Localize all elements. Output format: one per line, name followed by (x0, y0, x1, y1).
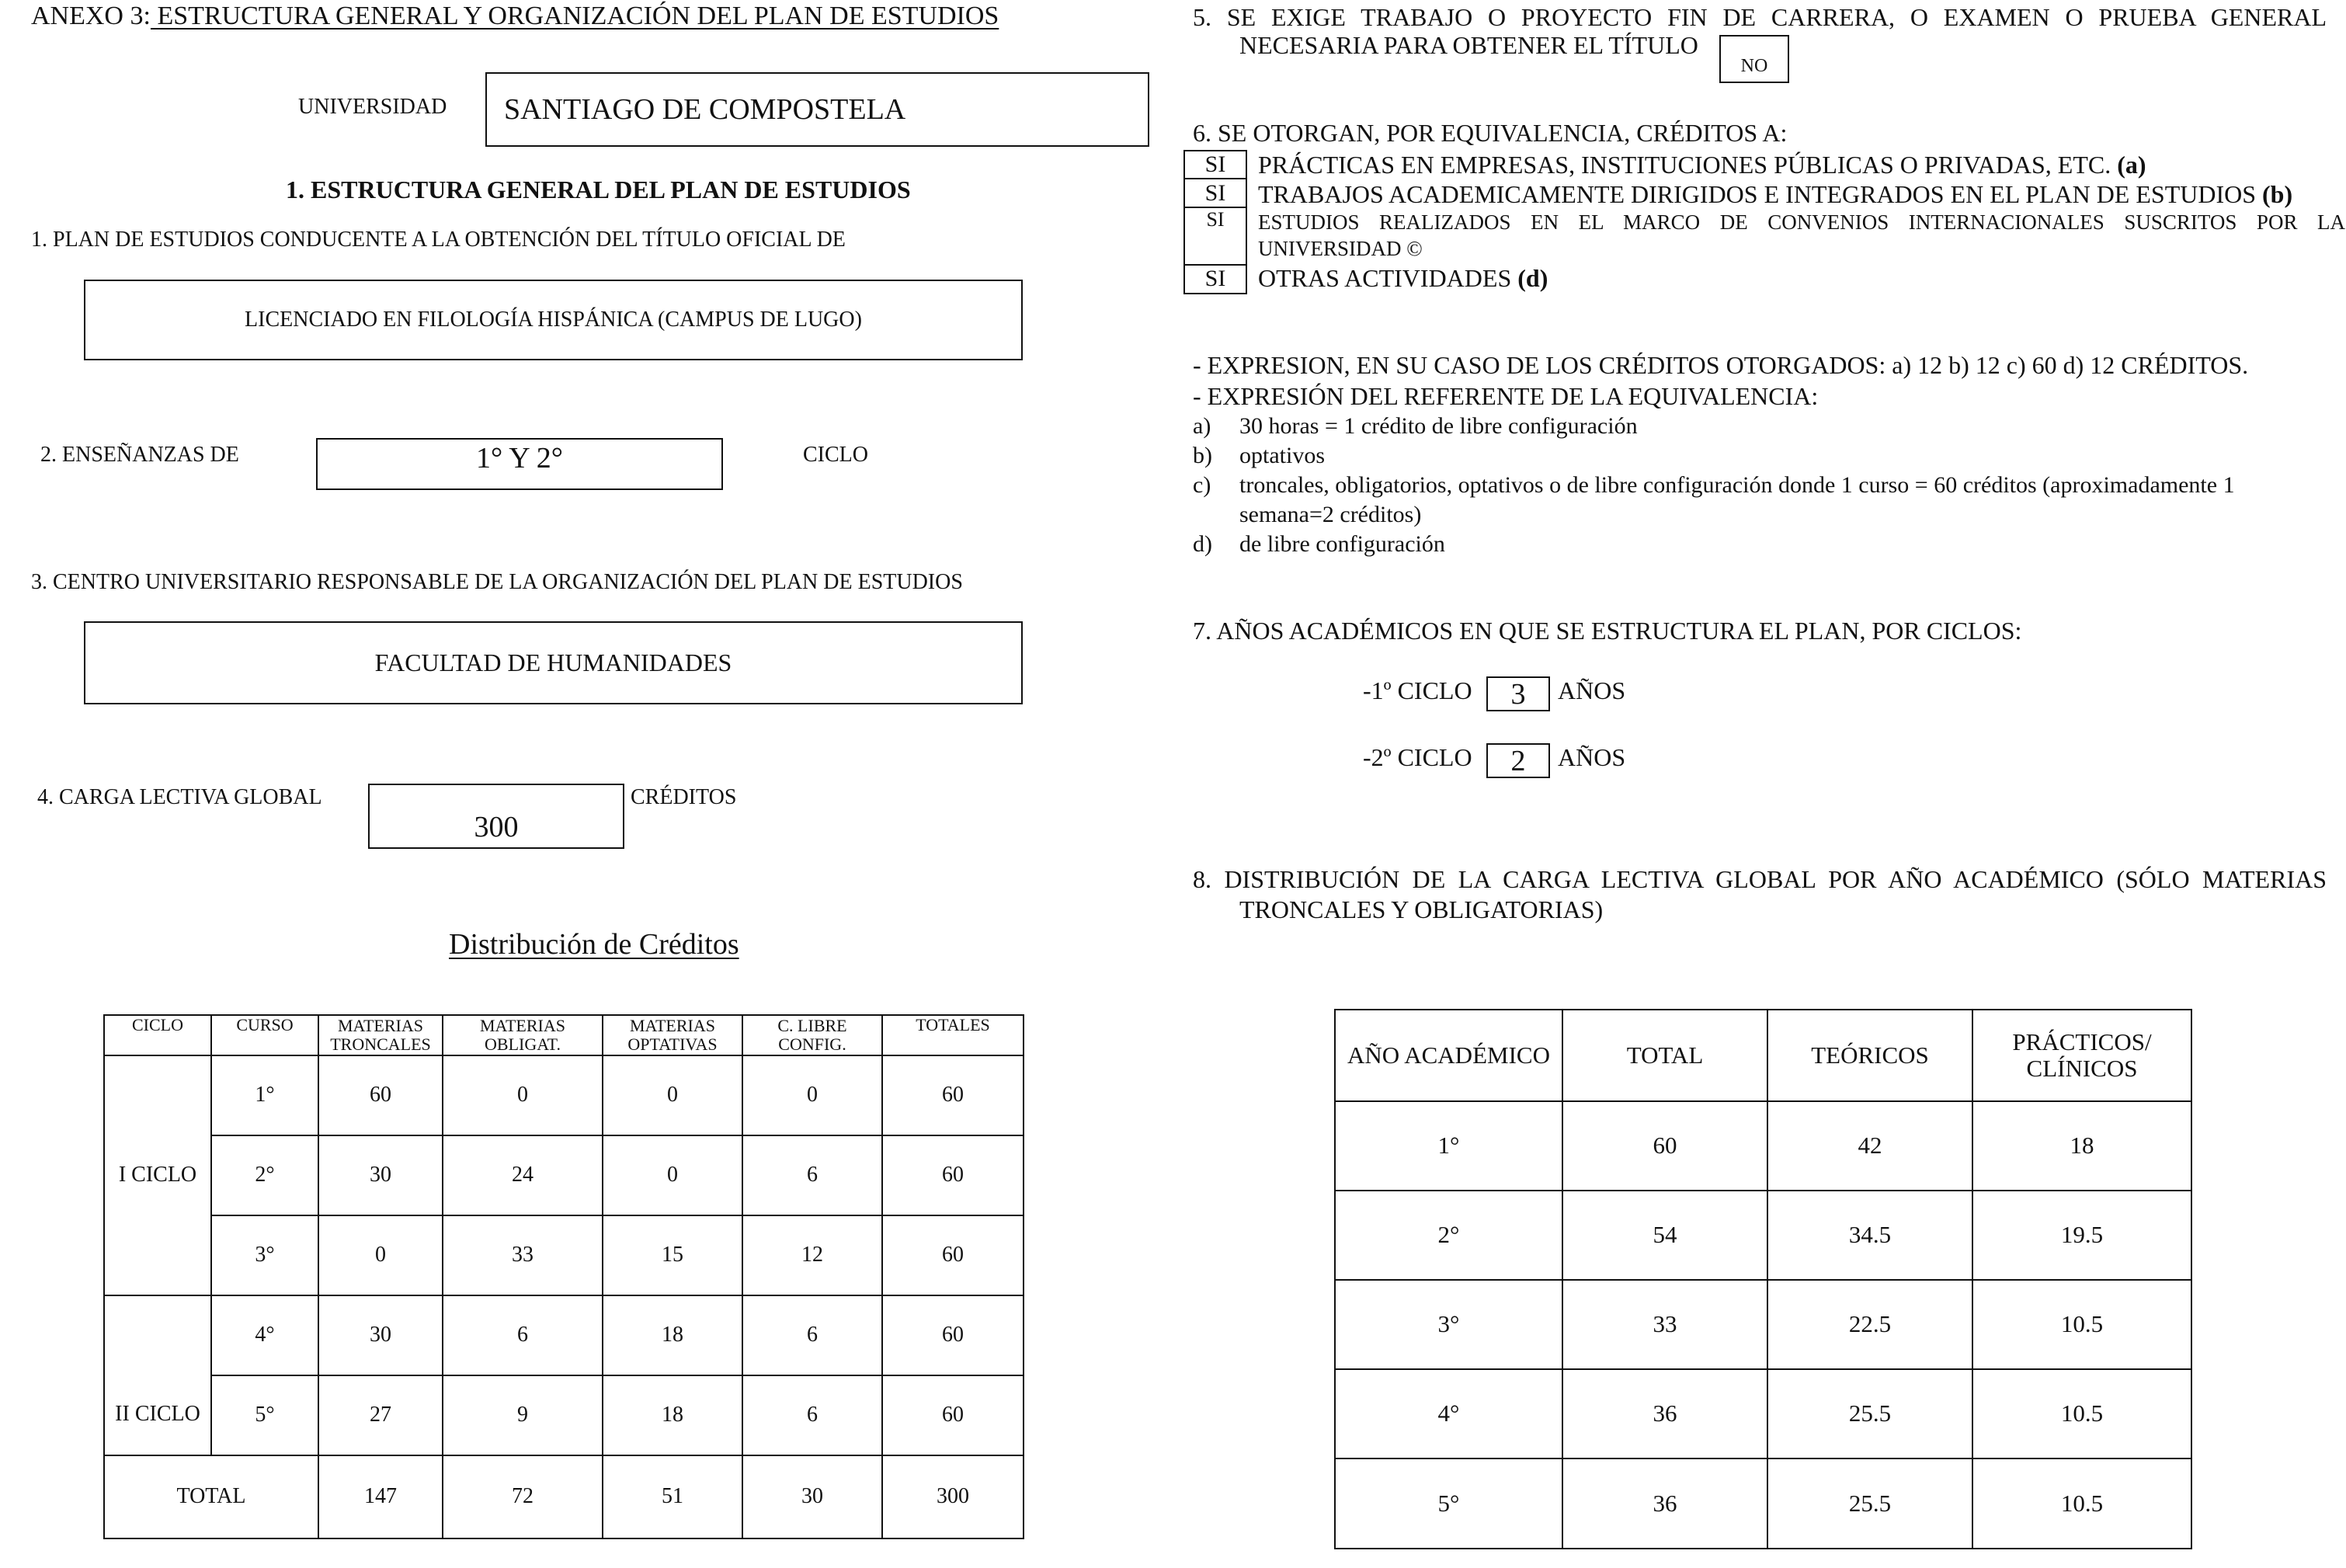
university-field (485, 72, 1149, 147)
table-cell: 0 (742, 1055, 882, 1135)
header-cell: TOTALES (882, 1015, 1024, 1055)
degree-title-value: LICENCIADO EN FILOLOGÍA HISPÁNICA (CAMPUS DE LUGO) (245, 308, 862, 332)
cycles-field (316, 438, 723, 490)
total-credits-field (368, 784, 624, 849)
cycle2-label: -2º CICLO (1363, 743, 1472, 771)
header-cell: AÑO ACADÉMICO (1335, 1010, 1562, 1101)
annex-heading: ESTRUCTURA GENERAL Y ORGANIZACIÓN DEL PLAN DE ESTUDIOS (150, 2, 999, 30)
table-cell: 3° (1335, 1280, 1562, 1369)
final-project-field (1719, 35, 1789, 83)
equivalence-item (1258, 151, 2146, 179)
table-cell: 19.5 (1972, 1191, 2191, 1280)
total-label: TOTAL (104, 1455, 318, 1538)
item8-line2: TRONCALES Y OBLIGATORIAS) (1239, 895, 1604, 923)
item5-line1-text: 5. SE EXIGE TRABAJO O PROYECTO FIN DE CARRERA, O EXAMEN O PRUEBA GENERAL (1193, 3, 2327, 31)
expresion-credits: - EXPRESION, EN SU CASO DE LOS CRÉDITOS OTORGADOS: a) 12 b) 12 c) 60 d) 12 CRÉDITOS. (1193, 351, 2249, 379)
ref-text: de libre configuración (1239, 531, 1445, 557)
item4-suffix: CRÉDITOS (631, 785, 737, 809)
total-row (104, 1455, 1024, 1538)
table-cell: 15 (603, 1215, 742, 1295)
cycle1-years-value: 3 (1510, 677, 1526, 711)
table-cell: 18 (603, 1295, 742, 1375)
annual-load-table (1334, 1009, 2192, 1549)
table-row (1335, 1458, 2191, 1549)
table-cell: 36 (1562, 1458, 1767, 1549)
table-cell: 4° (1335, 1369, 1562, 1458)
item8-line1-text: 8. DISTRIBUCIÓN DE LA CARGA LECTIVA GLOBAL POR AÑO ACADÉMICO (SÓLO MATERIAS (1193, 865, 2327, 893)
expresion-reference: - EXPRESIÓN DEL REFERENTE DE LA EQUIVALENCIA: (1193, 382, 1819, 410)
table-cell: 5° (211, 1375, 318, 1455)
item6-heading: 6. SE OTORGAN, POR EQUIVALENCIA, CRÉDITOS A: (1193, 119, 1788, 147)
mark-text: SI (1206, 208, 1225, 231)
table-header-row (104, 1015, 1024, 1055)
table-cell: 3° (211, 1215, 318, 1295)
item8-line1 (1193, 865, 2327, 894)
cycle1-unit: AÑOS (1558, 676, 1626, 704)
table-cell: 60 (882, 1055, 1024, 1135)
mark-cell (1185, 208, 1246, 266)
header-cell: MATERIAS TRONCALES (318, 1015, 443, 1055)
item7-heading: 7. AÑOS ACADÉMICOS EN QUE SE ESTRUCTURA EL PLAN, POR CICLOS: (1193, 617, 2022, 645)
table-cell: 27 (318, 1375, 443, 1455)
table-cell: 9 (443, 1375, 603, 1455)
table-cell: 1° (1335, 1101, 1562, 1191)
table-row (1335, 1191, 2191, 1280)
header-cell: CURSO (211, 1015, 318, 1055)
table-cell: 42 (1767, 1101, 1972, 1191)
equivalence-item (1258, 210, 2345, 235)
table-cell: 18 (603, 1375, 742, 1455)
equivalence-item-cont: UNIVERSIDAD © (1258, 237, 1423, 260)
mark-cell (1185, 179, 1246, 208)
item4-label: 4. CARGA LECTIVA GLOBAL (37, 785, 322, 809)
equivalence-text: ESTUDIOS REALIZADOS EN EL MARCO DE CONVENIOS INTERNACIONALES SUSCRITOS POR LA (1258, 210, 2345, 234)
cycle-cell: II CICLO (104, 1295, 211, 1455)
cycle1-label: -1º CICLO (1363, 676, 1472, 704)
ref-letter: d) (1193, 531, 1212, 557)
ref-letter: b) (1193, 443, 1212, 468)
degree-title-field (84, 280, 1023, 360)
table-row (104, 1375, 1024, 1455)
header-cell: PRÁCTICOS/ CLÍNICOS (1972, 1010, 2191, 1101)
table-cell: 1° (211, 1055, 318, 1135)
table-row (1335, 1280, 2191, 1369)
final-project-value: NO (1740, 56, 1768, 76)
mark-cell (1185, 151, 1246, 179)
equivalence-text: TRABAJOS ACADEMICAMENTE DIRIGIDOS E INTEGRADOS EN EL PLAN DE ESTUDIOS (1258, 180, 2257, 208)
table-cell: 18 (1972, 1101, 2191, 1191)
item2-suffix: CICLO (803, 443, 868, 467)
table-cell: 36 (1562, 1369, 1767, 1458)
ref-letter: a) (1193, 413, 1211, 439)
header-cell: CICLO (104, 1015, 211, 1055)
item5-line1 (1193, 3, 2327, 32)
section-heading: 1. ESTRUCTURA GENERAL DEL PLAN DE ESTUDIOS (286, 176, 911, 203)
mark-text: SI (1204, 266, 1226, 291)
table-cell: 60 (318, 1055, 443, 1135)
equivalence-text: OTRAS ACTIVIDADES (1258, 264, 1512, 292)
table-cell: 34.5 (1767, 1191, 1972, 1280)
table-cell: 25.5 (1767, 1369, 1972, 1458)
annex-prefix: ANEXO 3: (31, 2, 151, 30)
table-row (1335, 1369, 2191, 1458)
cycles-value: 1° Y 2° (475, 442, 563, 475)
table-cell: 60 (882, 1135, 1024, 1215)
table-cell: 10.5 (1972, 1369, 2191, 1458)
table-cell: 2° (1335, 1191, 1562, 1280)
ref-text: troncales, obligatorios, optativos o de libre configuración donde 1 curso = 60 créditos (aproximadamente 1 (1239, 472, 2235, 498)
table-cell: 0 (603, 1055, 742, 1135)
table-cell: 60 (882, 1295, 1024, 1375)
equivalence-tag: (b) (2262, 180, 2293, 208)
mark-text: SI (1204, 179, 1226, 206)
table-row (104, 1295, 1024, 1375)
table-row (104, 1135, 1024, 1215)
table-row (1335, 1101, 2191, 1191)
table-cell: 10.5 (1972, 1280, 2191, 1369)
ref-text: optativos (1239, 443, 1325, 468)
table-cell: 6 (742, 1375, 882, 1455)
table-cell: 0 (318, 1215, 443, 1295)
annex-title (31, 2, 999, 31)
cycle1-years-field (1486, 676, 1550, 711)
table-cell: 6 (742, 1135, 882, 1215)
header-cell: MATERIAS OBLIGAT. (443, 1015, 603, 1055)
header-cell: TEÓRICOS (1767, 1010, 1972, 1101)
item1-text: 1. PLAN DE ESTUDIOS CONDUCENTE A LA OBTENCIÓN DEL TÍTULO OFICIAL DE (31, 228, 846, 252)
faculty-field (84, 621, 1023, 704)
table-cell: 300 (882, 1455, 1024, 1538)
header-cell: TOTAL (1562, 1010, 1767, 1101)
table-cell: 12 (742, 1215, 882, 1295)
distribution-title: Distribución de Créditos (449, 928, 739, 961)
equivalence-marks (1183, 150, 1247, 294)
ref-text: 30 horas = 1 crédito de libre configuración (1239, 413, 1638, 439)
equivalence-text: PRÁCTICAS EN EMPRESAS, INSTITUCIONES PÚBLICAS O PRIVADAS, ETC. (1258, 151, 2111, 179)
header-cell: MATERIAS OPTATIVAS (603, 1015, 742, 1055)
table-row (104, 1055, 1024, 1135)
table-cell: 0 (603, 1135, 742, 1215)
table-row (104, 1215, 1024, 1295)
distribution-table (103, 1014, 1024, 1539)
table-cell: 30 (742, 1455, 882, 1538)
cycle2-years-field (1486, 743, 1550, 778)
header-cell: C. LIBRE CONFIG. (742, 1015, 882, 1055)
table-header-row (1335, 1010, 2191, 1101)
ref-text-cont: semana=2 créditos) (1239, 502, 1422, 527)
table-cell: 60 (882, 1215, 1024, 1295)
table-cell: 0 (443, 1055, 603, 1135)
item2-label: 2. ENSEÑANZAS DE (40, 443, 239, 467)
total-credits-value: 300 (474, 811, 519, 843)
university-label: UNIVERSIDAD (298, 95, 447, 119)
table-cell: 60 (1562, 1101, 1767, 1191)
cycle-cell: I CICLO (104, 1055, 211, 1295)
table-cell: 51 (603, 1455, 742, 1538)
equivalence-item (1258, 264, 1548, 293)
table-cell: 72 (443, 1455, 603, 1538)
table-cell: 2° (211, 1135, 318, 1215)
table-cell: 6 (742, 1295, 882, 1375)
table-cell: 10.5 (1972, 1458, 2191, 1549)
equivalence-tag: (a) (2117, 151, 2146, 179)
table-cell: 54 (1562, 1191, 1767, 1280)
table-cell: 30 (318, 1295, 443, 1375)
mark-text: SI (1204, 151, 1226, 177)
table-cell: 147 (318, 1455, 443, 1538)
university-value: SANTIAGO DE COMPOSTELA (504, 93, 906, 126)
table-cell: 33 (443, 1215, 603, 1295)
equivalence-tag: (d) (1517, 264, 1548, 292)
faculty-value: FACULTAD DE HUMANIDADES (374, 648, 732, 676)
table-cell: 30 (318, 1135, 443, 1215)
table-cell: 33 (1562, 1280, 1767, 1369)
table-cell: 24 (443, 1135, 603, 1215)
table-cell: 25.5 (1767, 1458, 1972, 1549)
cycle2-years-value: 2 (1510, 744, 1526, 777)
table-cell: 5° (1335, 1458, 1562, 1549)
table-cell: 6 (443, 1295, 603, 1375)
table-cell: 22.5 (1767, 1280, 1972, 1369)
table-cell: 4° (211, 1295, 318, 1375)
equivalence-item (1258, 180, 2292, 209)
ref-letter: c) (1193, 472, 1211, 498)
cycle2-unit: AÑOS (1558, 743, 1626, 771)
mark-cell (1185, 266, 1246, 292)
item5-line2: NECESARIA PARA OBTENER EL TÍTULO (1239, 31, 1698, 59)
table-cell: 60 (882, 1375, 1024, 1455)
item3-text: 3. CENTRO UNIVERSITARIO RESPONSABLE DE LA ORGANIZACIÓN DEL PLAN DE ESTUDIOS (31, 570, 963, 594)
